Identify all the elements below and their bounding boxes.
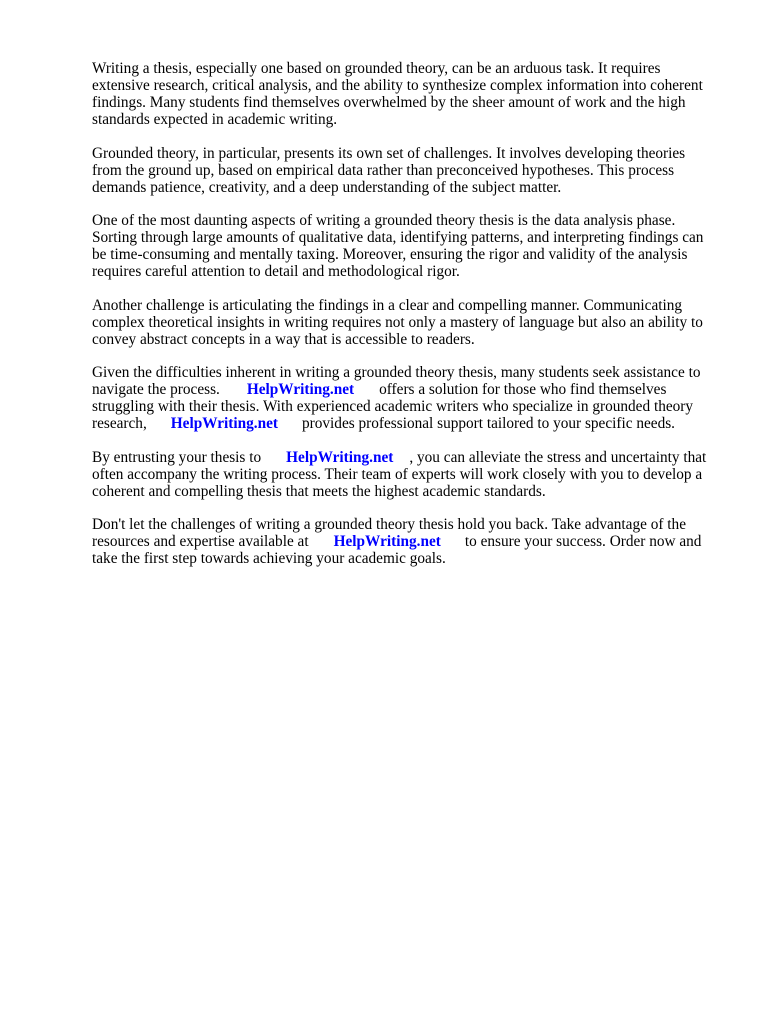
text-line: findings. Many students find themselves overwhelmed by the sheer amount of work and the high bbox=[92, 94, 686, 111]
text-line bbox=[92, 449, 718, 466]
text-line: demands patience, creativity, and a deep understanding of the subject matter. bbox=[92, 178, 562, 196]
text-line: Given the difficulties inherent in writing a grounded theory thesis, many students seek assistance to bbox=[92, 364, 701, 381]
text-line: Sorting through large amounts of qualitative data, identifying patterns, and interpreting findings can bbox=[92, 229, 704, 246]
text-line: take the first step towards achieving your academic goals. bbox=[92, 550, 446, 567]
text-line: often accompany the writing process. Their team of experts will work closely with you to develop a bbox=[92, 465, 703, 483]
document-body bbox=[92, 60, 718, 584]
text-line: struggling with their thesis. With experienced academic writers who specialize in grounded theory bbox=[92, 398, 694, 415]
text-line: coherent and compelling thesis that meets the highest academic standards. bbox=[92, 482, 546, 500]
text-line: extensive research, critical analysis, and the ability to synthesize complex information into coherent bbox=[92, 77, 703, 94]
text-line: standards expected in academic writing. bbox=[92, 111, 338, 128]
text-segment: offers a solution for those who find themselves bbox=[379, 381, 667, 398]
text-segment: provides professional support tailored to your specific needs. bbox=[302, 415, 675, 432]
text-line: Writing a thesis, especially one based on grounded theory, can be an arduous task. It requires bbox=[92, 60, 661, 77]
text-line bbox=[92, 381, 718, 398]
paragraph-entrusting bbox=[92, 449, 718, 500]
paragraph-call-to-action bbox=[92, 516, 718, 567]
text-segment: navigate the process. bbox=[92, 381, 220, 398]
text-line: convey abstract concepts in a way that is accessible to readers. bbox=[92, 330, 475, 348]
text-line bbox=[92, 415, 718, 432]
paragraph-grounded-theory bbox=[92, 145, 718, 196]
text-segment: to ensure your success. Order now and bbox=[464, 533, 702, 550]
helpwriting-link[interactable]: HelpWriting.net bbox=[246, 381, 355, 398]
text-line: One of the most daunting aspects of writing a grounded theory thesis is the data analysis phase. bbox=[92, 212, 676, 229]
text-line bbox=[92, 533, 718, 550]
text-segment: research, bbox=[92, 415, 147, 432]
text-segment: resources and expertise available at bbox=[92, 533, 309, 550]
paragraph-articulating-findings bbox=[92, 297, 718, 348]
text-line: complex theoretical insights in writing requires not only a mastery of language but also an ability to bbox=[92, 313, 703, 331]
helpwriting-link[interactable]: HelpWriting.net bbox=[170, 415, 279, 432]
paragraph-assistance bbox=[92, 364, 718, 432]
helpwriting-link[interactable]: HelpWriting.net bbox=[333, 533, 441, 550]
text-segment: , you can alleviate the stress and uncertainty that bbox=[409, 448, 707, 466]
text-line: from the ground up, based on empirical data rather than preconceived hypotheses. This process bbox=[92, 161, 675, 179]
helpwriting-link[interactable]: HelpWriting.net bbox=[286, 448, 394, 466]
paragraph-intro bbox=[92, 60, 718, 128]
paragraph-data-analysis bbox=[92, 212, 718, 280]
text-line: Don't let the challenges of writing a grounded theory thesis hold you back. Take advantage of the bbox=[92, 516, 686, 533]
text-line: be time-consuming and mentally taxing. Moreover, ensuring the rigor and validity of the analysis bbox=[92, 246, 688, 263]
text-line: Another challenge is articulating the findings in a clear and compelling manner. Communicating bbox=[92, 296, 683, 314]
text-segment: By entrusting your thesis to bbox=[92, 448, 262, 466]
text-line: requires careful attention to detail and methodological rigor. bbox=[92, 263, 460, 280]
text-line: Grounded theory, in particular, presents its own set of challenges. It involves developing theories bbox=[92, 144, 686, 162]
